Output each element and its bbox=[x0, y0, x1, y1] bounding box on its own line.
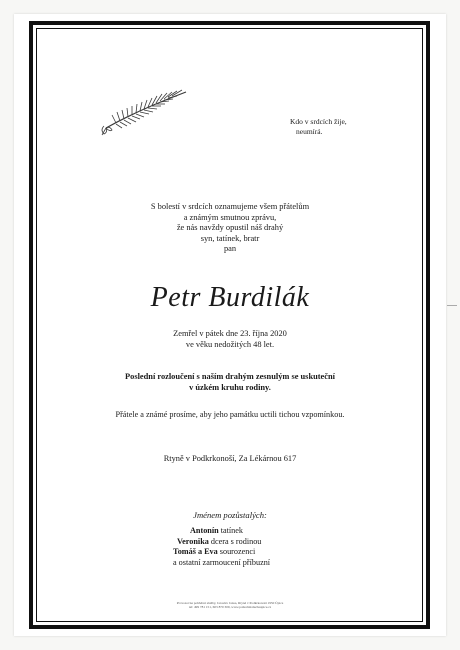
death-details bbox=[110, 329, 350, 350]
intro-line: syn, tatínek, bratr bbox=[200, 233, 260, 243]
intro-line: S bolestí v srdcích oznamujeme všem přátelům bbox=[150, 202, 310, 211]
scan-mark bbox=[447, 305, 457, 306]
mourner-relation: dcera s rodinou bbox=[208, 536, 262, 546]
farewell-notice bbox=[80, 371, 380, 393]
mourners-heading: Jménem pozůstalých: bbox=[193, 510, 267, 520]
intro-line: že nás navždy opustil náš drahý bbox=[176, 223, 284, 232]
mourner-entry bbox=[150, 547, 310, 558]
mourner-name: Veronika bbox=[177, 536, 209, 546]
funeral-service-footer bbox=[150, 601, 310, 610]
mourner-name: Antonín bbox=[190, 526, 219, 535]
remembrance-request: Přátele a známé prosíme, aby jeho památku uctili tichou vzpomínkou. bbox=[115, 410, 345, 419]
family-address: Rtyně v Podkrkonoší, Za Lékárnou 617 bbox=[163, 454, 297, 463]
mourner-entry bbox=[150, 537, 310, 548]
motto-line: neumírá. bbox=[296, 127, 323, 136]
footer-line: Provozovna pohřební služby, Jaroslav Jansa, Rtyně v Podkrkonoší 1950 Úpice bbox=[176, 601, 284, 605]
death-date: Zemřel v pátek dne 23. října 2020 bbox=[173, 329, 287, 338]
mourner-relation: sourozenci bbox=[217, 547, 256, 556]
motto-line: Kdo v srdcích žije, bbox=[290, 117, 347, 126]
mourner-name: Tomáš a Eva bbox=[173, 547, 218, 556]
palm-branch-icon bbox=[98, 88, 190, 136]
announcement-intro bbox=[110, 202, 350, 255]
intro-line: a známým smutnou zprávu, bbox=[183, 212, 277, 222]
mourner-entry bbox=[150, 526, 310, 537]
mourner-entry bbox=[150, 558, 310, 569]
mourner-relation: a ostatní zarmoucení příbuzní bbox=[173, 557, 271, 567]
farewell-line: v úzkém kruhu rodiny. bbox=[189, 383, 271, 392]
footer-line: tel: 499 781 151, 603 870 309, www.pohrebnisluzbaupice.cz bbox=[188, 605, 272, 610]
death-age: ve věku nedožitých 48 let. bbox=[185, 339, 275, 349]
mourner-relation: tatínek bbox=[218, 526, 243, 535]
farewell-line: Poslední rozloučení s naším drahým zesnulým se uskuteční bbox=[125, 372, 335, 381]
intro-line: pan bbox=[223, 244, 237, 253]
mourners-list bbox=[150, 526, 310, 568]
deceased-name: Petr Burdilák bbox=[150, 282, 310, 313]
motto bbox=[286, 117, 356, 137]
